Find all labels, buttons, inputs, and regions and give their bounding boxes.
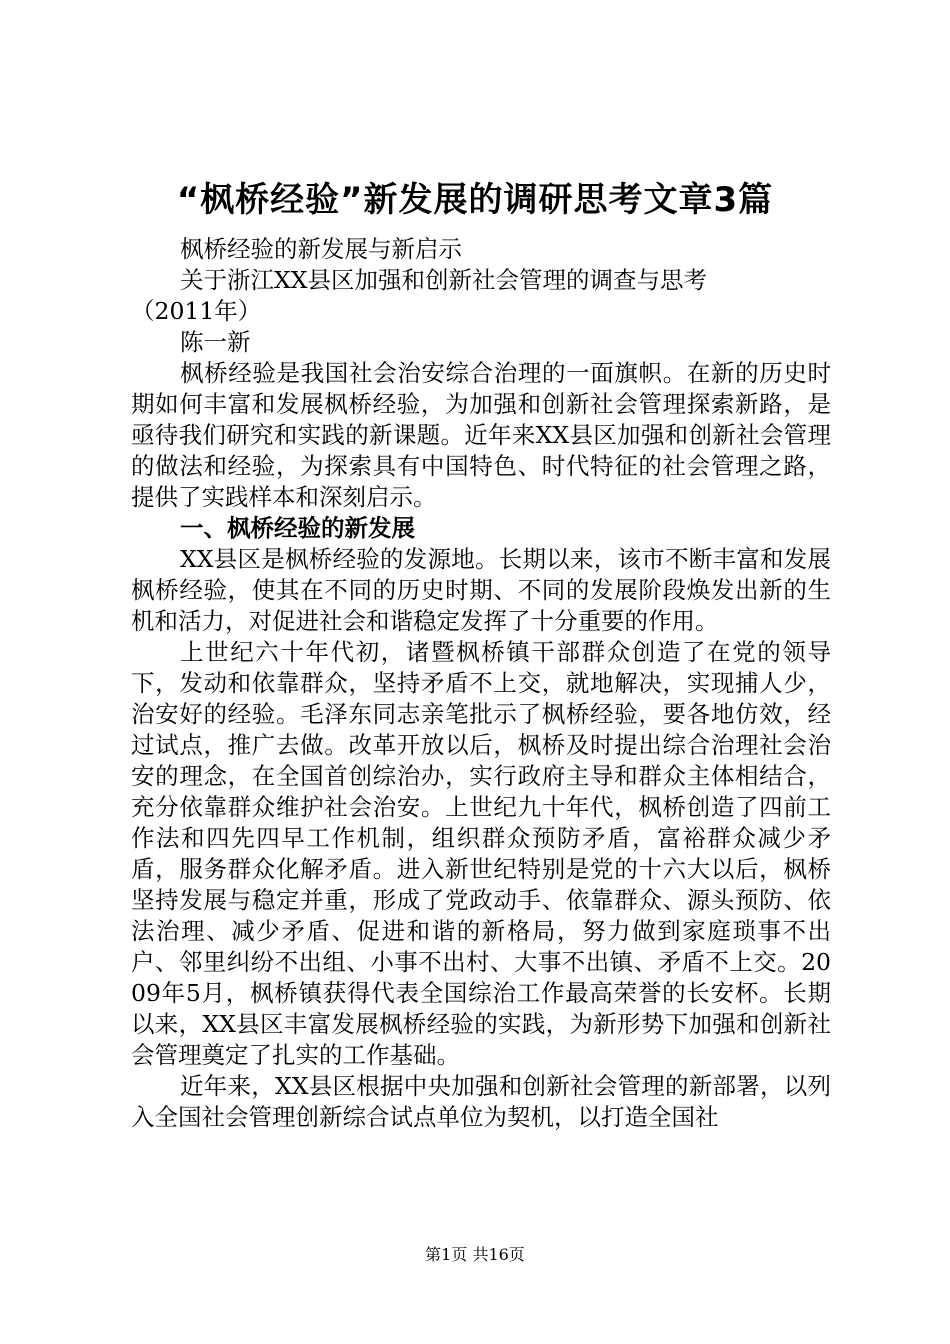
intro-paragraph: 枫桥经验是我国社会治安综合治理的一面旗帜。在新的历史时期如何丰富和发展枫桥经验，为加强和创新社会管理探索新路，是亟待我们研究和实践的新课题。近年来XX县区加强和创新社会管理的做法和经验，为探索具有中国特色、时代特征的社会管理之路，提供了实践样本和深刻启示。 — [131, 359, 831, 511]
subtitle-line-2: 关于浙江XX县区加强和创新社会管理的调查与思考 — [180, 266, 707, 294]
document-body — [131, 234, 831, 1133]
body-paragraph: 上世纪六十年代初，诸暨枫桥镇干部群众创造了在党的领导下，发动和依靠群众，坚持矛盾不上交，就地解决，实现捕人少，治安好的经验。毛泽东同志亲笔批示了枫桥经验，要各地仿效，经过试点，推广去做。改革开放以后，枫桥及时提出综合治理社会治安的理念，在全国首创综治办，实行政府主导和群众主体相结合，充分依靠群众维护社会治安。上世纪九十年代，枫桥创造了四前工作法和四先四早工作机制，组织群众预防矛盾，富裕群众减少矛盾，服务群众化解矛盾。进入新世纪特别是党的十六大以后，枫桥坚持发展与稳定并重，形成了党政动手、依靠群众、源头预防、依法治理、减少矛盾、促进和谐的新格局，努力做到家庭琐事不出户、邻里纠纷不出组、小事不出村、大事不出镇、矛盾不上交。2009年5月，枫桥镇获得代表全国综治工作最高荣誉的长安杯。长期以来，XX县区丰富发展枫桥经验的实践，为新形势下加强和创新社会管理奠定了扎实的工作基础。 — [131, 638, 831, 1069]
year-line: （2011年） — [131, 297, 262, 325]
page-number-footer: 第1页 共16页 — [425, 1245, 525, 1264]
author-name: 陈一新 — [180, 328, 251, 356]
body-paragraph: XX县区是枫桥经验的发源地。长期以来，该市不断丰富和发展枫桥经验，使其在不同的历史时期、不同的发展阶段焕发出新的生机和活力，对促进社会和谐稳定发挥了十分重要的作用。 — [131, 545, 831, 635]
document-title: “枫桥经验”新发展的调研思考文章3篇 — [176, 180, 774, 220]
subtitle-line-1: 枫桥经验的新发展与新启示 — [180, 235, 462, 263]
section-heading: 一、枫桥经验的新发展 — [180, 514, 415, 542]
body-paragraph: 近年来，XX县区根据中央加强和创新社会管理的新部署，以列入全国社会管理创新综合试点单位为契机，以打造全国社 — [131, 1072, 831, 1131]
